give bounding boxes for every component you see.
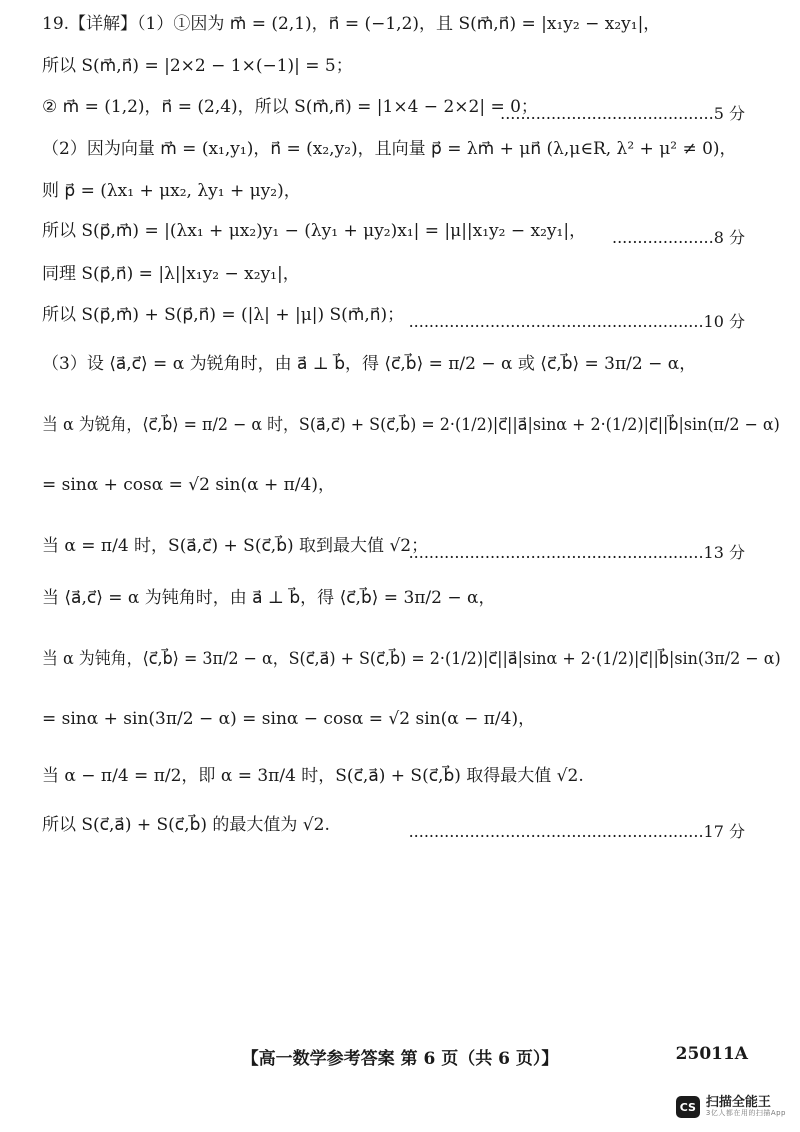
line-q19-part3-obtuse-setup: 当 ⟨a⃗,c⃗⟩ = α 为钝角时，由 a⃗ ⊥ b⃗，得 ⟨c⃗,b⃗⟩ = 3π/2 − α，	[42, 588, 496, 608]
scanner-watermark	[676, 1096, 786, 1118]
camscanner-logo-icon: CS	[676, 1096, 700, 1118]
line-q19-part2-sum: 所以 S(p⃗,m⃗) + S(p⃗,n⃗) = (|λ| + |μ|) S(m⃗,n⃗)；	[42, 305, 405, 325]
line-q19-conclusion: 所以 S(c⃗,a⃗) + S(c⃗,b⃗) 的最大值为 √2.	[42, 815, 330, 835]
line-q19-part1-result: 所以 S(m⃗,n⃗) = |2×2 − 1×(−1)| = 5；	[42, 56, 353, 76]
line-q19-part3-acute-setup: （3）设 ⟨a⃗,c⃗⟩ = α 为锐角时，由 a⃗ ⊥ b⃗，得 ⟨c⃗,b⃗⟩ = π/2 − α 或 ⟨c⃗,b⃗⟩ = 3π/2 − α，	[42, 354, 697, 374]
line-q19-part3-obtuse-sum: 当 α 为钝角，⟨c⃗,b⃗⟩ = 3π/2 − α，S(c⃗,a⃗) + S(c⃗,b⃗) = 2·(1/2)|c⃗||a⃗|sinα + 2·(1/2)|c⃗||b⃗|sin(3π/2 − α)	[42, 649, 781, 669]
line-q19-part3-obtuse-max: 当 α − π/4 = π/2，即 α = 3π/4 时，S(c⃗,a⃗) + S(c⃗,b⃗) 取得最大值 √2.	[42, 766, 584, 786]
score-marker-17: ..........................................................17 分	[408, 822, 745, 841]
watermark-app-name: 扫描全能王	[705, 1095, 771, 1110]
line-q19-part3-acute-simplify: = sinα + cosα = √2 sin(α + π/4)，	[42, 475, 335, 495]
line-q19-part2-spn: 同理 S(p⃗,n⃗) = |λ||x₁y₂ − x₂y₁|，	[42, 264, 300, 284]
page-footer-code: 25011A	[675, 1044, 748, 1064]
line-q19-part3-acute-max: 当 α = π/4 时，S(a⃗,c⃗) + S(c⃗,b⃗) 取到最大值 √2；	[42, 536, 429, 556]
line-q19-part2-p: 则 p⃗ = (λx₁ + μx₂, λy₁ + μy₂)，	[42, 181, 301, 201]
score-marker-13: ..........................................................13 分	[408, 543, 745, 562]
score-marker-5: ..........................................5 分	[500, 104, 745, 123]
line-q19-part3-acute-sum: 当 α 为锐角，⟨c⃗,b⃗⟩ = π/2 − α 时，S(a⃗,c⃗) + S(c⃗,b⃗) = 2·(1/2)|c⃗||a⃗|sinα + 2·(1/2)|c⃗||b⃗|sin(π/2 − α)	[42, 415, 780, 435]
score-marker-10: ..........................................................10 分	[408, 312, 745, 331]
line-q19-part3-obtuse-simplify: = sinα + sin(3π/2 − α) = sinα − cosα = √2 sin(α − π/4)，	[42, 709, 536, 729]
score-marker-8: ....................8 分	[612, 228, 745, 247]
watermark-slogan: 3亿人都在用的扫描App	[705, 1109, 786, 1118]
line-q19-part1-case2: ② m⃗ = (1,2)，n⃗ = (2,4)，所以 S(m⃗,n⃗) = |1×4 − 2×2| = 0；	[42, 97, 538, 117]
line-q19-part2-intro: （2）因为向量 m⃗ = (x₁,y₁)，n⃗ = (x₂,y₂)，且向量 p⃗ = λm⃗ + μn⃗ (λ,μ∈R, λ² + μ² ≠ 0)，	[42, 139, 737, 159]
page-footer-title: 【高一数学参考答案 第 6 页（共 6 页）】	[241, 1049, 559, 1069]
line-q19-intro: 19.【详解】（1）①因为 m⃗ = (2,1)，n⃗ = (−1,2)，且 S(m⃗,n⃗) = |x₁y₂ − x₂y₁|，	[42, 14, 661, 34]
line-q19-part2-spm: 所以 S(p⃗,m⃗) = |(λx₁ + μx₂)y₁ − (λy₁ + μy₂)x₁| = |μ||x₁y₂ − x₂y₁|，	[42, 221, 587, 241]
